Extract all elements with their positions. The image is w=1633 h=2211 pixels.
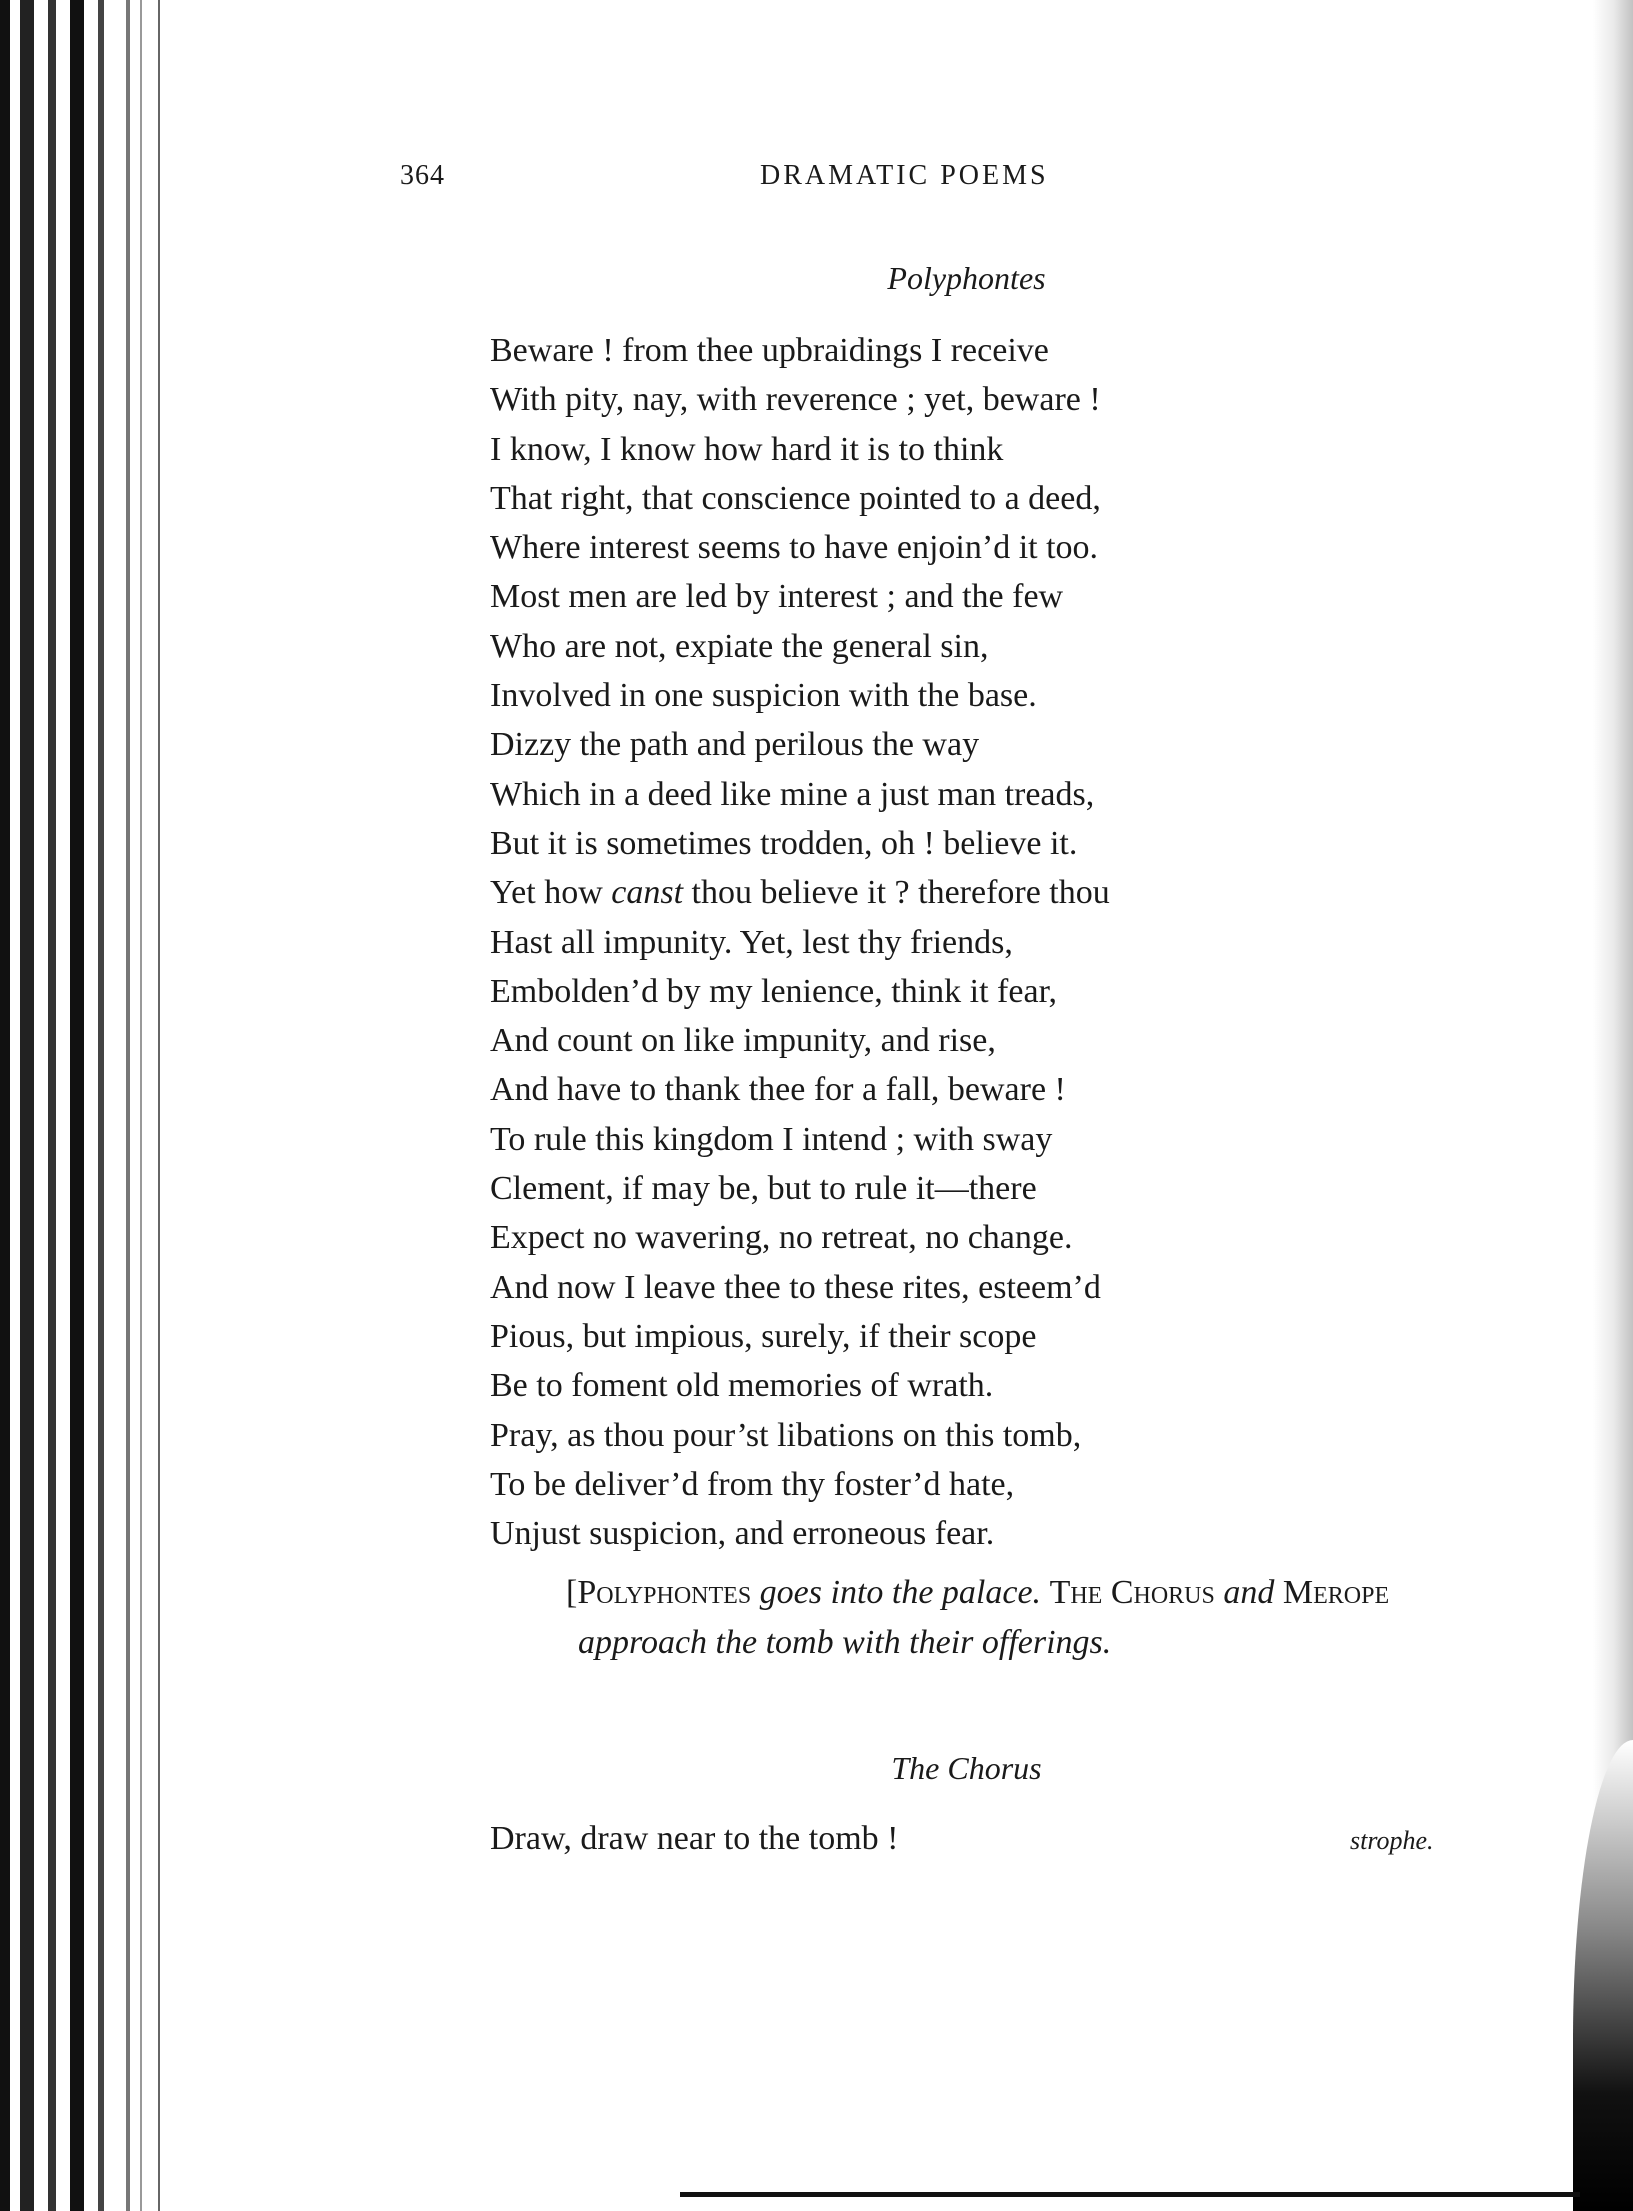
verse-line: And now I leave thee to these rites, esteem’d [490, 1268, 1101, 1306]
binding-edge-left [0, 0, 170, 2211]
speaker-heading-polyphontes: Polyphontes [887, 260, 1046, 296]
character-name: Polyphontes [577, 1574, 752, 1611]
page-number: 364 [400, 160, 445, 191]
verse-block [490, 326, 1290, 1558]
verse-emphasis: canst [611, 874, 684, 912]
direction-text: and [1214, 1574, 1283, 1611]
verse-line: Pious, but impious, surely, if their scope [490, 1317, 1037, 1355]
bracket: [ [566, 1574, 578, 1611]
stage-direction [566, 1568, 1458, 1668]
verse-line: Involved in one suspicion with the base. [490, 677, 1037, 715]
verse-line: Beware ! from thee upbraidings I receive [490, 332, 1049, 369]
verse-line: Who are not, expiate the general sin, [490, 627, 989, 665]
bottom-edge-shadow [680, 2192, 1580, 2197]
verse-line: That right, that conscience pointed to a deed, [490, 479, 1101, 517]
verse-line: Where interest seems to have enjoin’d it too. [490, 529, 1099, 567]
verse-line: Pray, as thou pour’st libations on this tomb, [490, 1416, 1082, 1454]
verse-line: And count on like impunity, and rise, [490, 1022, 996, 1060]
verse-line: But it is sometimes trodden, oh ! believe it. [490, 824, 1078, 862]
verse-line: Dizzy the path and perilous the way [490, 726, 980, 764]
verse-line: I know, I know how hard it is to think [490, 430, 1004, 468]
character-name: The Chorus [1049, 1574, 1215, 1611]
page-curl-shadow [1573, 1740, 1633, 2211]
strophe-marker: strophe. [1350, 1826, 1434, 1855]
verse-line: Which in a deed like mine a just man treads, [490, 775, 1095, 813]
verse-line-canst [490, 868, 1290, 917]
verse-text: Yet how [490, 874, 612, 912]
verse-line: To rule this kingdom I intend ; with sway [490, 1120, 1053, 1158]
verse-text: thou believe it ? therefore thou [683, 874, 1110, 912]
verse-line: Most men are led by interest ; and the few [490, 578, 1064, 616]
verse-line: Be to foment old memories of wrath. [490, 1367, 994, 1405]
chorus-verse-line: Draw, draw near to the tomb ! [490, 1820, 899, 1857]
verse-line: Hast all impunity. Yet, lest thy friends, [490, 923, 1013, 961]
verse-line: Embolden’d by my lenience, think it fear, [490, 972, 1058, 1010]
verse-line: Clement, if may be, but to rule it—there [490, 1170, 1037, 1208]
character-name: Merope [1282, 1574, 1390, 1611]
verse-line: And have to thank thee for a fall, beware ! [490, 1071, 1066, 1109]
speaker-heading-chorus: The Chorus [891, 1750, 1042, 1786]
direction-text: approach the tomb with their offerings. [578, 1624, 1112, 1661]
verse-line: Expect no wavering, no retreat, no change. [490, 1219, 1073, 1257]
verse-line: To be deliver’d from thy foster’d hate, [490, 1465, 1015, 1503]
direction-text: goes into the palace. [751, 1574, 1050, 1611]
verse-line: With pity, nay, with reverence ; yet, beware ! [490, 381, 1101, 419]
verse-line: Unjust suspicion, and erroneous fear. [490, 1515, 995, 1553]
running-title: DRAMATIC POEMS [760, 160, 1049, 191]
running-head [0, 160, 1633, 200]
